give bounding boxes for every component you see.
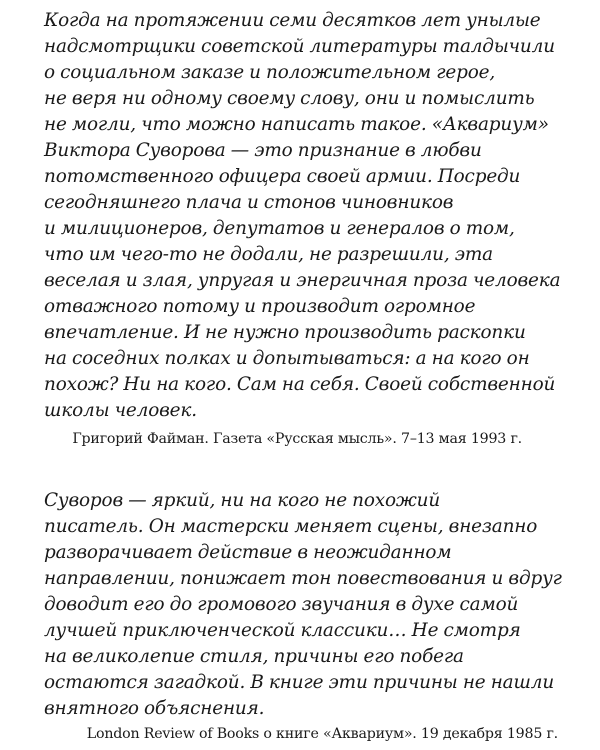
quote-line: похож? Ни на кого. Сам на себя. Своей собственной: [44, 374, 556, 395]
quote-line: доводит его до громового звучания в духе самой: [44, 594, 519, 615]
quote-text: [0, 8, 600, 424]
quote-line: отважного потому и производит огромное: [44, 296, 476, 317]
quote-line: внятного объяснения.: [44, 698, 265, 719]
quote-attribution: London Review of Books о книге «Аквариум». 19 декабря 1985 г.: [86, 726, 558, 742]
quote-line: разворачивает действие в неожиданном: [44, 542, 452, 563]
quote-line: не могли, что можно написать такое. «Аквариум»: [44, 114, 549, 135]
quote-attribution: Григорий Файман. Газета «Русская мысль». 7–13 мая 1993 г.: [72, 431, 522, 447]
quote-line: Когда на протяжении семи десятков лет унылые: [44, 10, 541, 31]
quote-line: на соседних полках и допытываться: а на кого он: [44, 348, 530, 369]
quote-line: надсмотрщики советской литературы талдычили: [44, 36, 555, 57]
quote-line: о социальном заказе и положительном герое,: [44, 62, 496, 83]
quote-line: что им чего-то не додали, не разрешили, эта: [44, 244, 493, 265]
quote-line: остаются загадкой. В книге эти причины не нашли: [44, 672, 555, 693]
quote-line: Виктора Суворова — это признание в любви: [44, 140, 482, 161]
quote-line: впечатление. И не нужно производить раскопки: [44, 322, 526, 343]
quote-line: Суворов — яркий, ни на кого не похожий: [44, 490, 441, 511]
quote-line: писатель. Он мастерски меняет сцены, внезапно: [44, 516, 538, 537]
quote-line: не веря ни одному своему слову, они и помыслить: [44, 88, 535, 109]
quote-line: на великолепие стиля, причины его побега: [44, 646, 464, 667]
quote-line: и милиционеров, депутатов и генералов о том,: [44, 218, 515, 239]
quote-block-faiman: [0, 8, 600, 448]
quote-text: [0, 488, 600, 722]
quote-line: потомственного офицера своей армии. Посреди: [44, 166, 521, 187]
quote-line: веселая и злая, упругая и энергичная проза человека: [44, 270, 561, 291]
quote-line: школы человек.: [44, 400, 197, 421]
quote-block-lrb: [0, 488, 600, 743]
quote-line: сегодняшнего плача и стонов чиновников: [44, 192, 454, 213]
quote-line: направлении, понижает тон повествования и вдруг: [44, 568, 562, 589]
quote-line: лучшей приключенческой классики… Не смотря: [44, 620, 521, 641]
